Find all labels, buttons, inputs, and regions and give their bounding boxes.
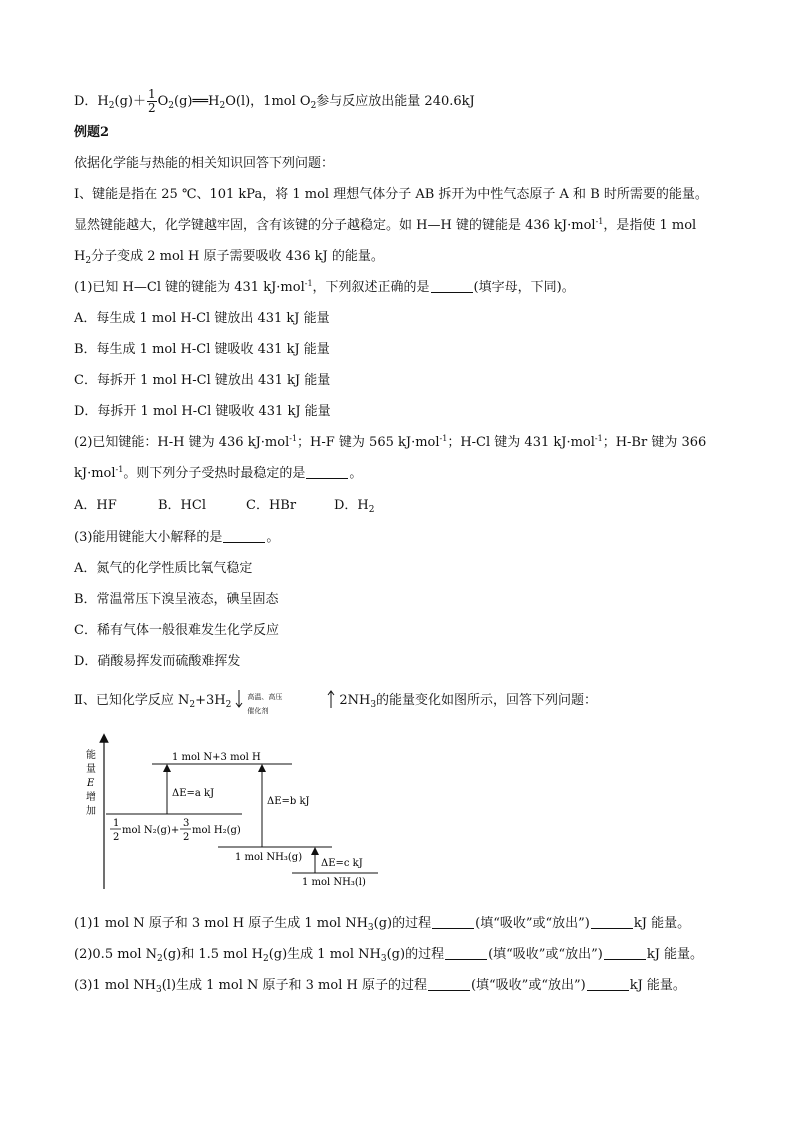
reactant-frac1-num: 1 [113, 818, 120, 829]
q3-option-c: C．稀有气体一般很难发生化学反应 [74, 623, 279, 638]
y-axis-label-4: 增 [86, 792, 96, 803]
ii-question-1: (1)1 mol N 原子和 3 mol H 原子生成 1 mol $NH_3(g)$的过程 (填“吸收”或“放出”) kJ 能量。 [74, 916, 691, 933]
example-heading: 例题2 [74, 125, 110, 140]
ii-question-3: (3)1 mol $NH_3(l)$生成 1 mol N 原子和 3 mol H 原子的过程 (填“吸收”或“放出”) kJ 能量。 [74, 978, 686, 995]
answer-blank[interactable] [587, 978, 629, 991]
y-axis-label-2: 量 [86, 764, 96, 775]
question-1: (1)已知 H—Cl 键的键能为 431 kJ·mol$^{-1}$，下列叙述正确的是 (填字母，下同)。 [74, 279, 575, 295]
section1-para3: $H_2$分子变成 2 mol H 原子需要吸收 436 kJ 的能量。 [74, 249, 384, 266]
y-axis-label-5: 加 [86, 806, 96, 817]
q1-option-b: B．每生成 1 mol H-Cl 键吸收 431 kJ 能量 [74, 342, 330, 357]
reactant-frac1-den: 2 [113, 832, 120, 843]
reversible-arrow: 高温、高压 催化剂 [235, 688, 335, 712]
answer-blank[interactable] [431, 280, 473, 293]
answer-blank[interactable] [604, 947, 646, 960]
q3-option-d: D．硝酸易挥发而硫酸难挥发 [74, 654, 241, 669]
q3-option-b: B．常温常压下溴呈液态，碘呈固态 [74, 592, 279, 607]
reactant-tail: mol H₂(g) [192, 825, 241, 836]
reactant-frac2-den: 2 [183, 832, 190, 843]
q2-options [74, 497, 375, 515]
delta-c-label: ΔE=c kJ [321, 858, 363, 869]
question-3: (3)能用键能大小解释的是 。 [74, 530, 280, 545]
answer-blank[interactable] [428, 978, 470, 991]
answer-blank[interactable] [591, 916, 633, 929]
answer-blank[interactable] [306, 466, 348, 479]
energy-level-diagram [80, 732, 380, 892]
y-axis-label-3: E [87, 778, 95, 789]
answer-blank[interactable] [445, 947, 487, 960]
q1-option-a: A．每生成 1 mol H-Cl 键放出 431 kJ 能量 [74, 311, 330, 326]
option-d-line: D．$H_2(g)+$ $\frac{1}{2}$ $O_2(g)══H_2O(l)$，1mol $O_2$参与反应放出能量 240.6kJ [74, 87, 475, 115]
top-level-label: 1 mol N+3 mol H [172, 752, 261, 763]
fraction-half: $\frac{1}{2}$ [147, 87, 156, 115]
delta-a-label: ΔE=a kJ [172, 788, 215, 799]
q2-option-b: B．HCl [158, 498, 206, 513]
reactant-mid: mol N₂(g)+ [122, 825, 180, 836]
section1-para1: Ⅰ、键能是指在 25 ℃、101 kPa，将 1 mol 理想气体分子 AB 拆开为中性气态原子 A 和 B 时所需要的能量。 [74, 187, 708, 202]
q2-option-d: D．$H_2$ [334, 498, 375, 515]
intro-text: 依据化学能与热能的相关知识回答下列问题： [74, 156, 335, 171]
q2-option-a: A．HF [74, 498, 117, 513]
question-2: (2)已知键能：H-H 键为 436 kJ·mol$^{-1}$；H-F 键为 565 kJ·mol$^{-1}$；H-Cl 键为 431 kJ·mol$^{-1}$；H-Br 键为 366 [74, 434, 707, 450]
q2-option-c: C．HBr [246, 498, 297, 513]
question-2-cont: kJ·mol$^{-1}$。则下列分子受热时最稳定的是 。 [74, 465, 363, 481]
delta-b-label: ΔE=b kJ [267, 796, 310, 807]
nh3-gas-label: 1 mol NH₃(g) [235, 852, 303, 863]
reactant-frac2-num: 3 [183, 818, 190, 829]
q1-option-d: D．每拆开 1 mol H-Cl 键吸收 431 kJ 能量 [74, 404, 331, 419]
answer-blank[interactable] [223, 530, 265, 543]
y-axis-label-1: 能 [86, 750, 96, 761]
section1-para2: 显然键能越大，化学键越牢固，含有该键的分子越稳定。如 H—H 键的键能是 436 kJ·mol$^{-1}$，是指使 1 mol [74, 217, 697, 233]
q1-option-c: C．每拆开 1 mol H-Cl 键放出 431 kJ 能量 [74, 373, 331, 388]
ii-question-2: (2)0.5 mol $N_2(g)$和 1.5 mol $H_2(g)$生成 1 mol $NH_3(g)$的过程 (填“吸收”或“放出”) kJ 能量。 [74, 947, 704, 964]
section2-intro: Ⅱ、已知化学反应 $N_2+3H_2$ 高温、高压 催化剂 $2NH_3$的能量变化如图所示，回答下列问题： [74, 688, 597, 712]
nh3-liquid-label: 1 mol NH₃(l) [302, 877, 366, 888]
q3-option-a: A．氮气的化学性质比氧气稳定 [74, 561, 253, 576]
answer-blank[interactable] [432, 916, 474, 929]
